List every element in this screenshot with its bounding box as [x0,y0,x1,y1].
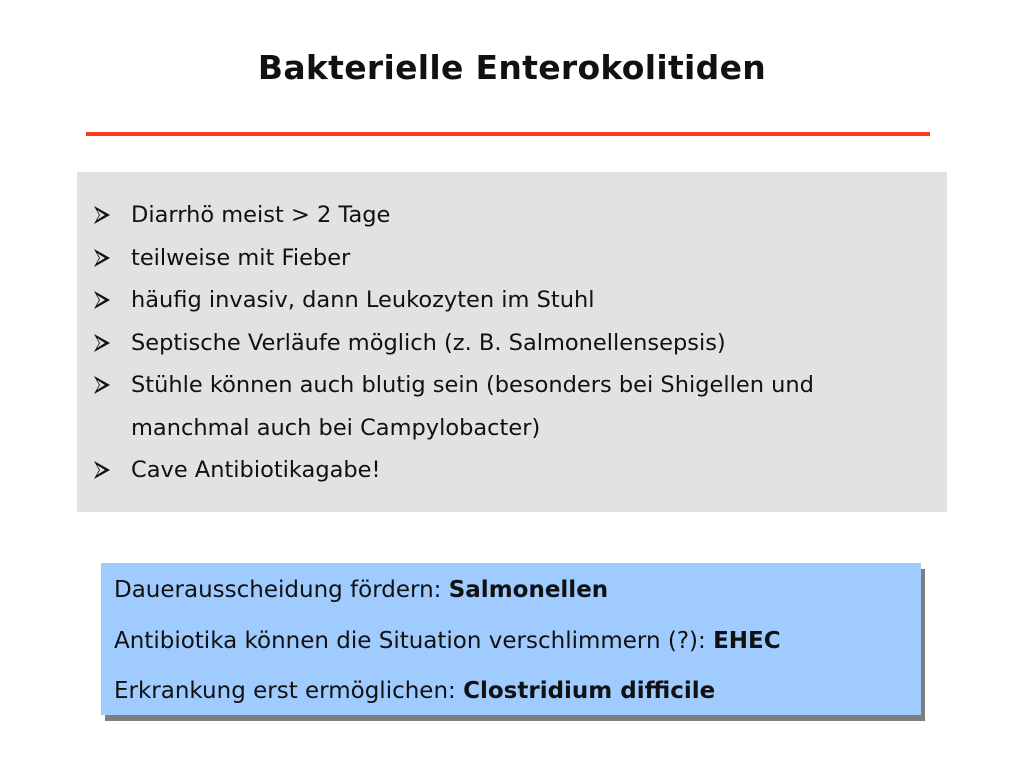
info-line-antibiotics [114,628,781,654]
bullet-item [77,237,947,280]
info-value: Salmonellen [448,577,609,603]
bullet-item [77,364,947,449]
arrow-bullet-icon [94,249,110,267]
bullet-text: Cave Antibiotikagabe! [131,457,381,483]
title-underline [86,132,930,136]
info-label: Antibiotika können die Situation verschlimmern (?): [114,628,714,654]
bullet-text: Stühle können auch blutig sein (besonders bei Shigellen und manchmal auch bei Campylobacter) [131,372,814,441]
bullet-item [77,449,947,492]
info-value: EHEC [713,628,781,654]
bullet-text: teilweise mit Fieber [131,244,351,271]
bullet-item [77,279,947,322]
bullet-list [77,194,947,492]
bullet-text: Septische Verläufe möglich (z. B. Salmonellensepsis) [131,329,726,356]
info-label: Erkrankung erst ermöglichen: [114,678,464,704]
bullet-item [77,322,947,365]
arrow-bullet-icon [94,461,110,479]
arrow-bullet-icon [94,291,110,309]
info-label: Dauerausscheidung fördern: [114,577,449,603]
bullet-box [77,172,947,512]
info-line-carrier [114,577,608,603]
info-value: Clostridium difficile [463,678,716,704]
slide-title: Bakterielle Enterokolitiden [257,48,767,87]
arrow-bullet-icon [94,206,110,224]
bullet-item [77,194,947,237]
bullet-text: Diarrhö meist > 2 Tage [131,202,391,228]
bullet-text: häufig invasiv, dann Leukozyten im Stuhl [131,287,595,313]
arrow-bullet-icon [94,376,110,394]
arrow-bullet-icon [94,334,110,352]
info-line-enable [114,678,715,704]
info-box [101,563,921,715]
